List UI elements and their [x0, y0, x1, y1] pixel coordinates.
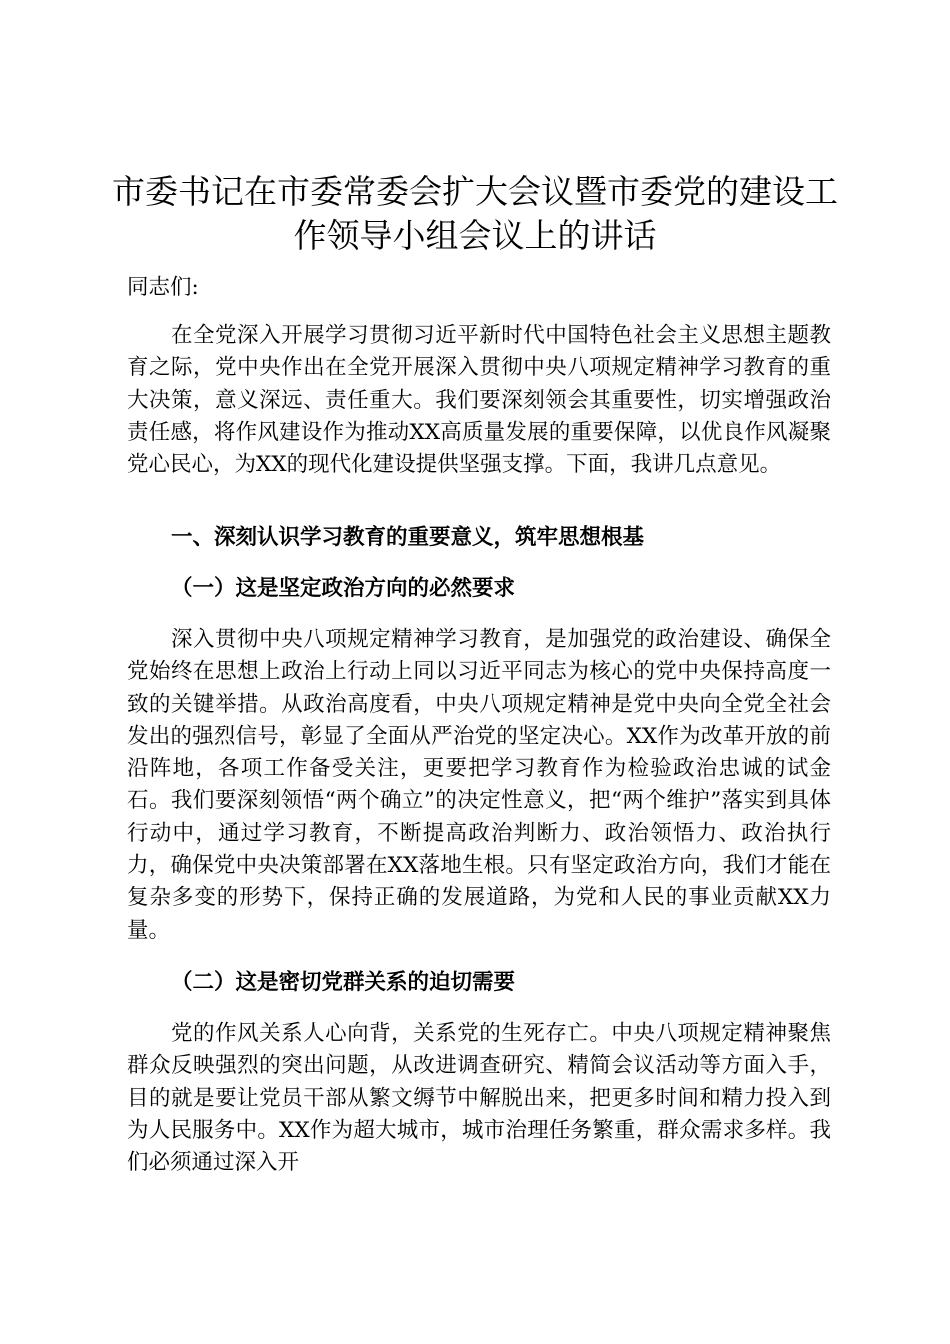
section-heading-1: 一、深刻认识学习教育的重要意义，筑牢思想根基: [171, 525, 645, 550]
intro-paragraph: 在全党深入开展学习贯彻习近平新时代中国特色社会主义思想主题教育之际，党中央作出在全党开展深入贯彻中央八项规定精神学习教育的重大决策，意义深远、责任重大。我们要深刻领会其重要性，切实增强政治责任感，将作风建设作为推动XX高质量发展的重要保障，以优良作风凝聚党心民心，为XX的现代化建设提供坚强支撑。下面，我讲几点意见。: [127, 323, 831, 478]
subsection-heading-2: （二）这是密切党群关系的迫切需要: [171, 970, 516, 995]
document-title: 市委书记在市委常委会扩大会议暨市委党的建设工作领导小组会议上的讲话: [112, 172, 838, 255]
subsection-1-paragraph: 深入贯彻中央八项规定精神学习教育，是加强党的政治建设、确保全党始终在思想上政治上行动上同以习近平同志为核心的党中央保持高度一致的关键举措。从政治高度看，中央八项规定精神是党中央向全党全社会发出的强烈信号，彰显了全面从严治党的坚定决心。XX作为改革开放的前沿阵地，各项工作备受关注，更要把学习教育作为检验政治忠诚的试金石。我们要深刻领悟“两个确立”的决定性意义，把“两个维护”落实到具体行动中，通过学习教育，不断提高政治判断力、政治领悟力、政治执行力，确保党中央决策部署在XX落地生根。只有坚定政治方向，我们才能在复杂多变的形势下，保持正确的发展道路，为党和人民的事业贡献XX力量。: [127, 627, 831, 943]
subsection-2-paragraph: 党的作风关系人心向背，关系党的生死存亡。中央八项规定精神聚焦群众反映强烈的突出问题，从改进调查研究、精简会议活动等方面入手，目的就是要让党员干部从繁文缛节中解脱出来，把更多时间和精力投入到为人民服务中。XX作为超大城市，城市治理任务繁重，群众需求多样。我们必须通过深入开: [127, 1021, 831, 1176]
salutation: 同志们:: [127, 275, 199, 300]
subsection-heading-1: （一）这是坚定政治方向的必然要求: [171, 576, 516, 601]
